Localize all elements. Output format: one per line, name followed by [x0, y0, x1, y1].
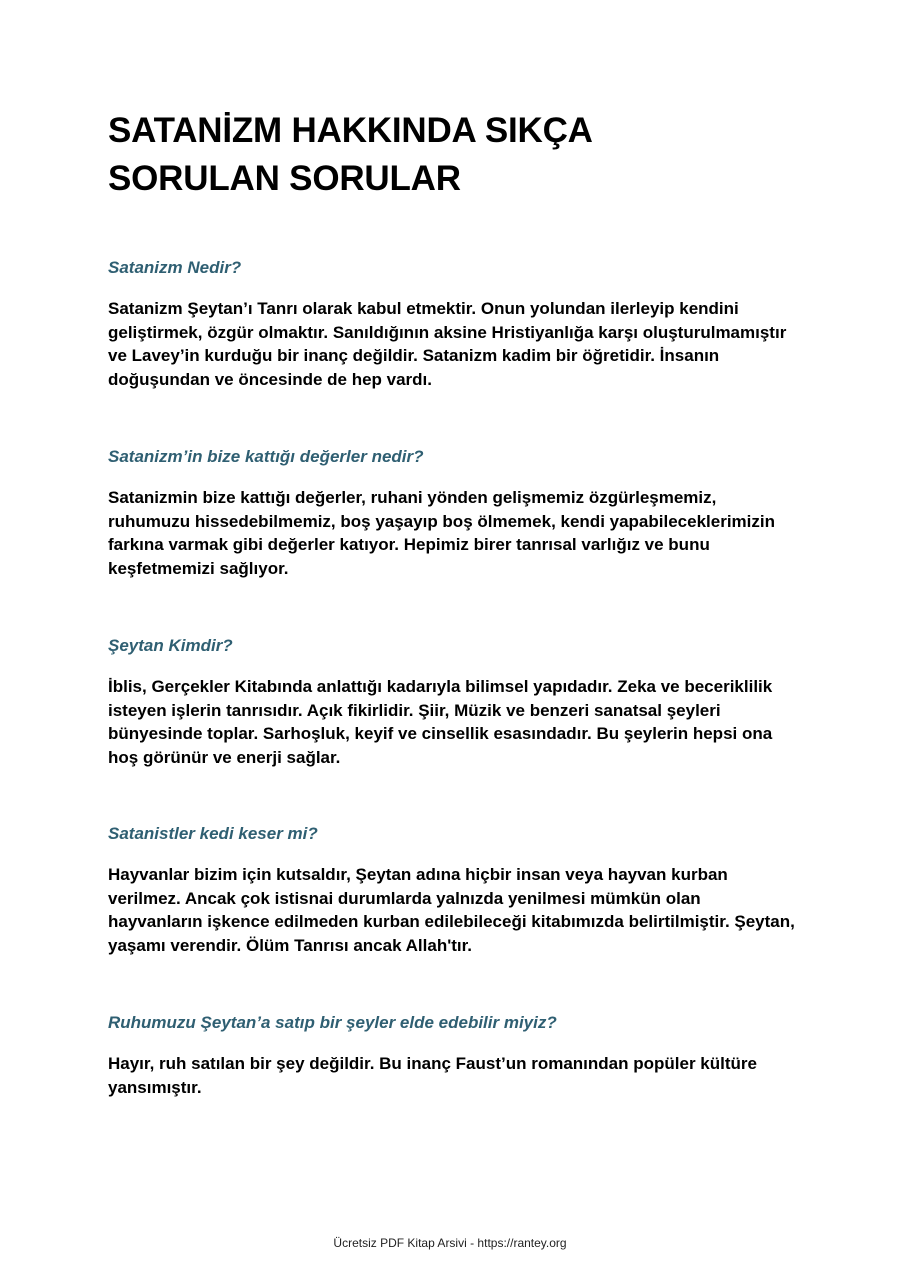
faq-question: Ruhumuzu Şeytan’a satıp bir şeyler elde edebilir miyiz? [108, 1013, 557, 1032]
faq-answer: Satanizm Şeytan’ı Tanrı olarak kabul etmektir. Onun yolundan ilerleyip kendini geliştirmek, özgür olmaktır. Sanıldığının aksine Hristiyanlığa karşı oluşturulmamıştır ve Lavey’in kurduğu bir inanç değildir. Satanizm kadim bir öğretidir. İnsanın doğuşundan ve öncesinde de hep vardı. [108, 299, 787, 389]
faq-answer: Hayvanlar bizim için kutsaldır, Şeytan adına hiçbir insan veya hayvan kurban verilmez. Ancak çok istisnai durumlarda yalnızda yenilmesi mümkün olan hayvanların işkence edilmeden kurban edilebileceği kitabımızda belirtilmiştir. Şeytan, yaşamı verendir. Ölüm Tanrısı ancak Allah'tır. [108, 865, 795, 955]
faq-question: Satanizm’in bize kattığı değerler nedir? [108, 447, 424, 466]
faq-question: Satanistler kedi keser mi? [108, 824, 318, 843]
faq-section-2 [108, 446, 798, 580]
footer-text: Ücretsiz PDF Kitap Arsivi - https://rantey.org [333, 1236, 567, 1250]
faq-section-3 [108, 635, 798, 769]
faq-question: Şeytan Kimdir? [108, 636, 233, 655]
faq-section-4 [108, 823, 798, 957]
faq-question: Satanizm Nedir? [108, 258, 242, 277]
faq-answer: İblis, Gerçekler Kitabında anlattığı kadarıyla bilimsel yapıdadır. Zeka ve beceriklilik isteyen işlerin tanrısıdır. Açık fikirlidir. Şiir, Müzik ve benzeri sanatsal şeyleri bünyesinde toplar. Sarhoşluk, keyif ve cinsellik esasındadır. Bu şeylerin hepsi ona hoş görünür ve enerji sağlar. [108, 677, 773, 767]
faq-section-1 [108, 257, 798, 391]
faq-section-5 [108, 1012, 798, 1099]
page-title [108, 107, 808, 203]
title-line-1: SATANİZM HAKKINDA SIKÇA [108, 111, 593, 150]
faq-answer: Hayır, ruh satılan bir şey değildir. Bu inanç Faust’un romanından popüler kültüre yansımıştır. [108, 1054, 757, 1097]
title-line-2: SORULAN SORULAR [108, 159, 461, 198]
faq-answer: Satanizmin bize kattığı değerler, ruhani yönden gelişmemiz özgürleşmemiz, ruhumuzu hissedebilmemiz, boş yaşayıp boş ölmemek, kendi yapabileceklerimizin farkına varmak gibi değerler katıyor. Hepimiz birer tanrısal varlığız ve bunu keşfetmemizi sağlıyor. [108, 488, 776, 578]
